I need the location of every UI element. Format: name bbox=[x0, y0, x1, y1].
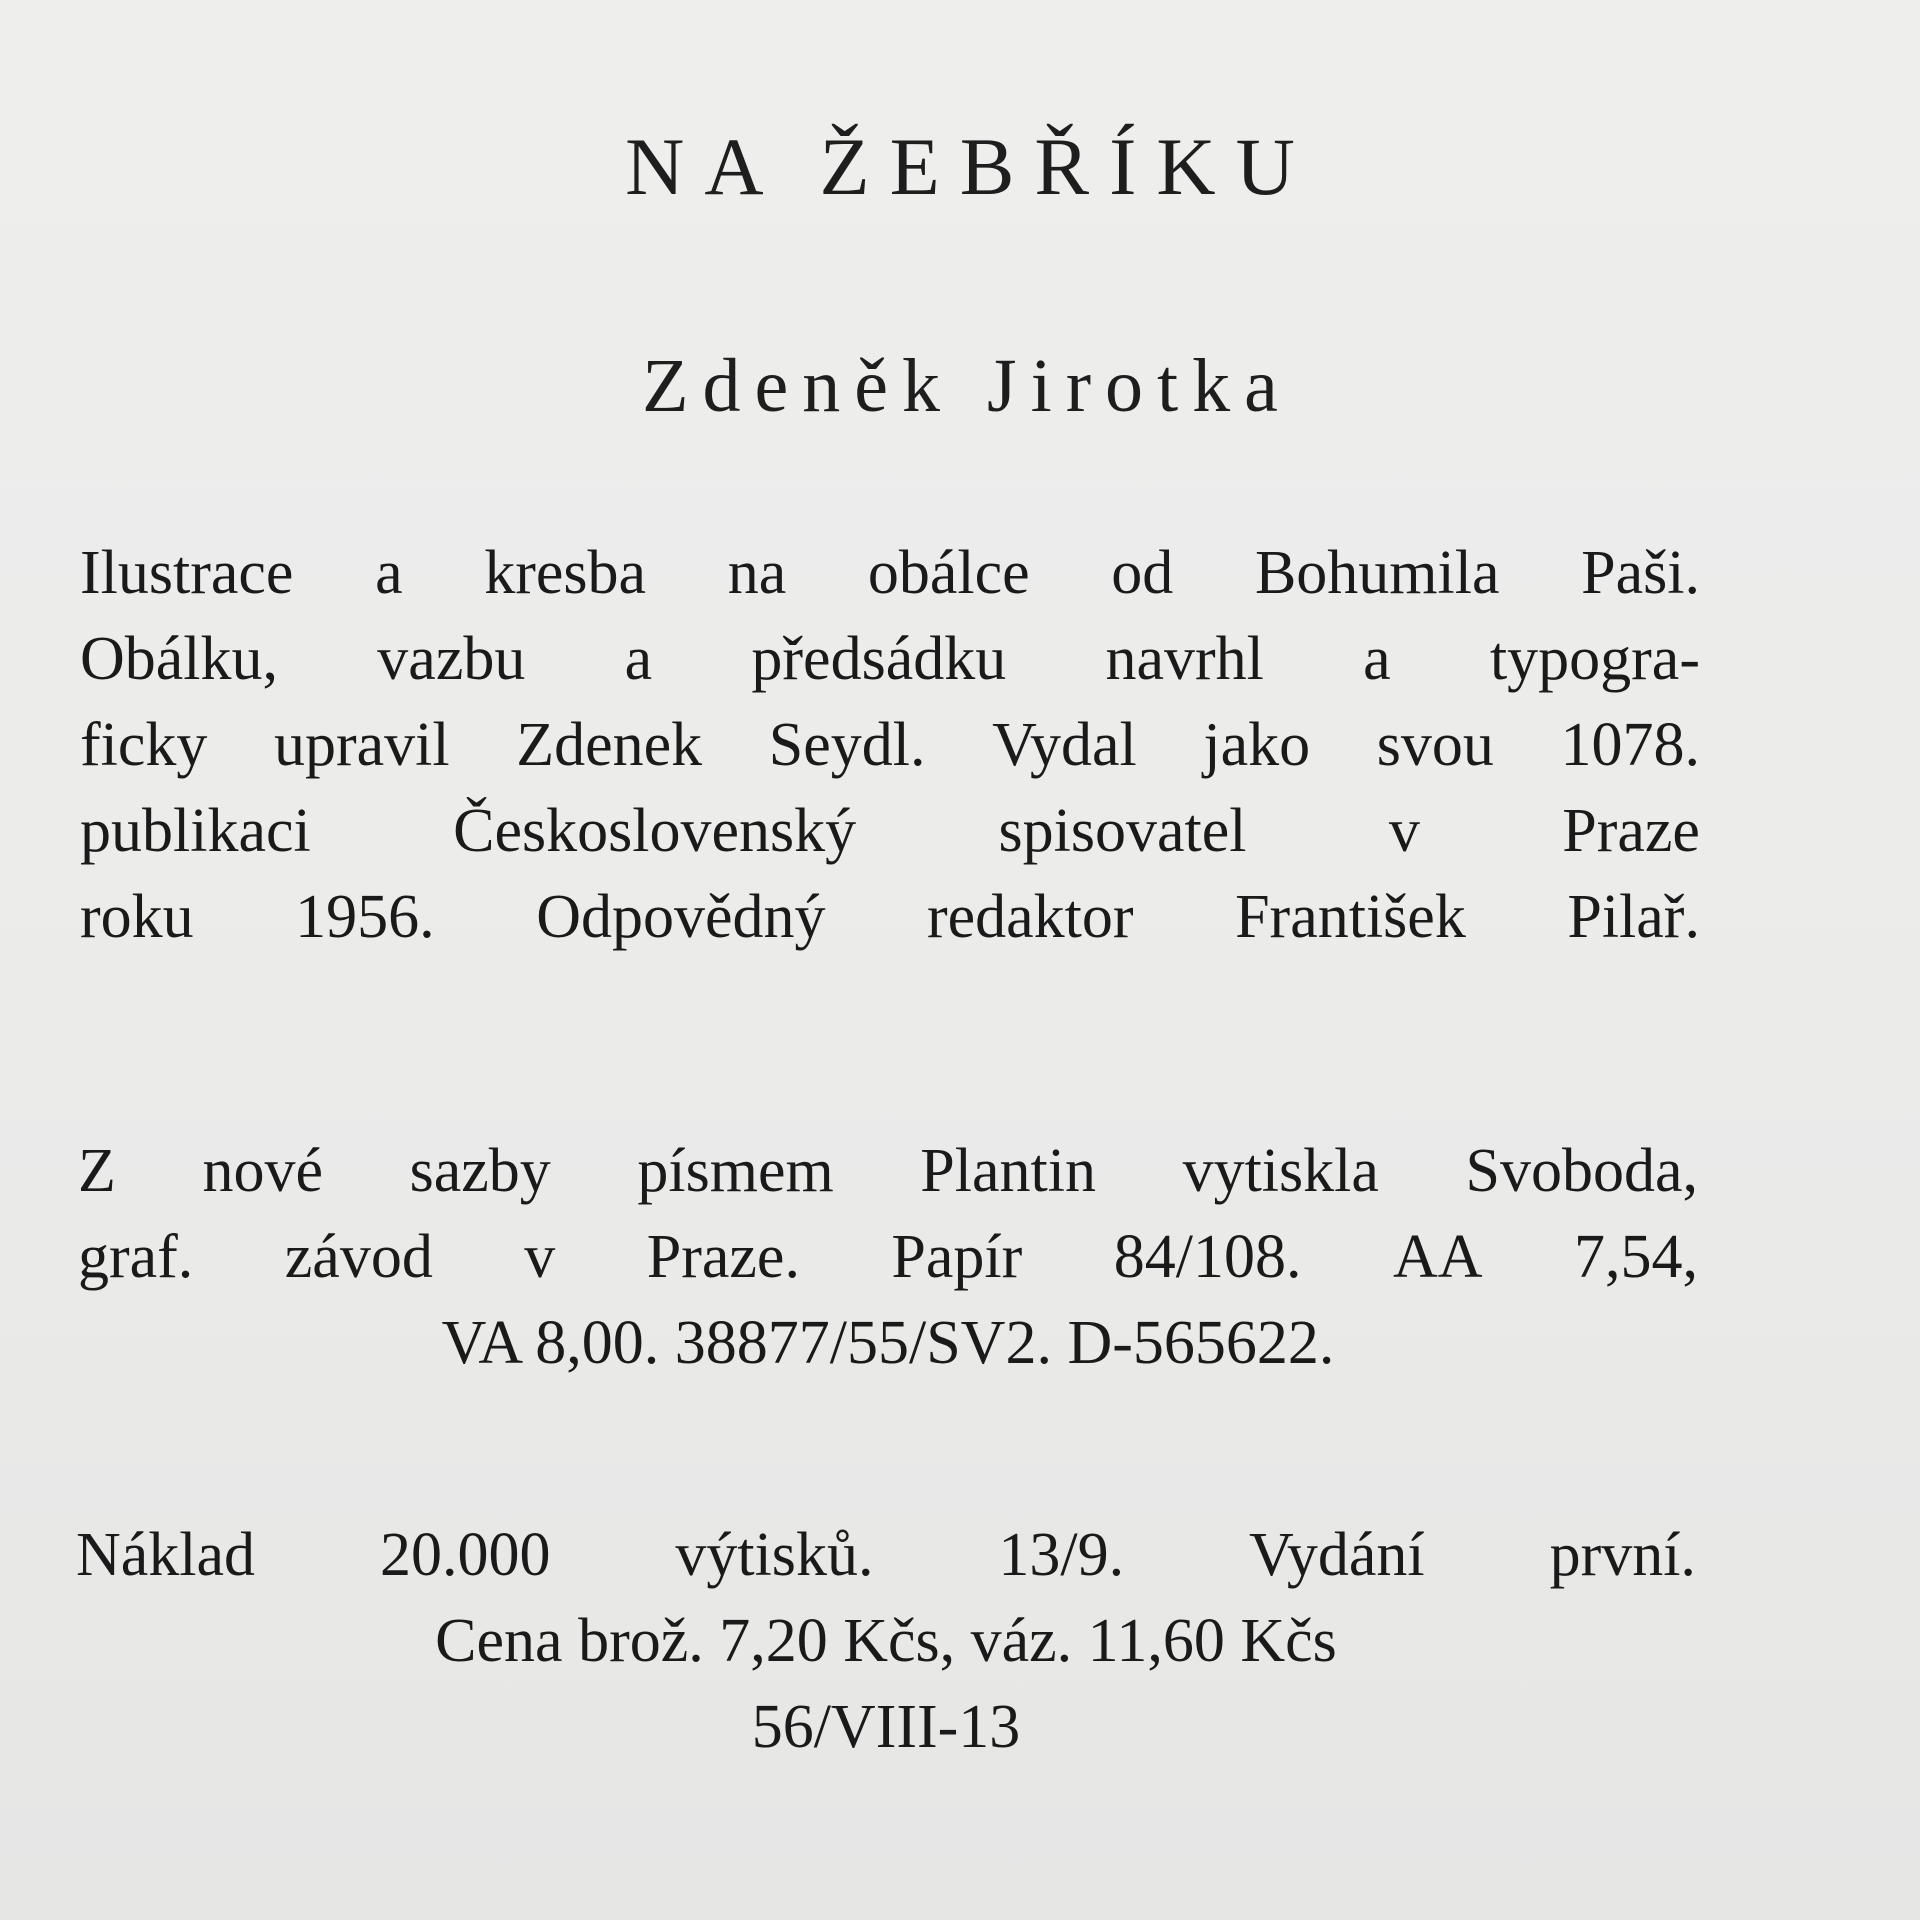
word: Z bbox=[78, 1137, 116, 1205]
word: Paši. bbox=[1581, 539, 1700, 607]
book-author: Zdeněk Jirotka bbox=[642, 344, 1292, 428]
word: Vydání bbox=[1249, 1521, 1425, 1589]
word: nové bbox=[202, 1137, 323, 1205]
word: publikaci bbox=[80, 797, 311, 865]
word: závod bbox=[284, 1223, 433, 1291]
printing-line bbox=[78, 1128, 1698, 1214]
word: předsádku bbox=[751, 625, 1007, 693]
credits-line bbox=[80, 616, 1700, 702]
word: Ilustrace bbox=[80, 539, 294, 607]
word: navrhl bbox=[1105, 625, 1264, 693]
word: Bohumila bbox=[1254, 539, 1500, 607]
word: a bbox=[375, 539, 403, 607]
word: Praze. bbox=[646, 1223, 800, 1291]
printing-line: VA 8,00. 38877/55/SV2. D-565622. bbox=[441, 1309, 1335, 1377]
word: 1078. bbox=[1560, 711, 1700, 779]
word: typogra- bbox=[1489, 625, 1700, 693]
word: 1956. bbox=[295, 883, 435, 951]
word: sazby bbox=[409, 1137, 551, 1205]
credits-line bbox=[80, 530, 1700, 616]
word: písmem bbox=[637, 1137, 834, 1205]
word: roku bbox=[80, 883, 194, 951]
word: upravil bbox=[274, 711, 450, 779]
word: Svoboda, bbox=[1465, 1137, 1698, 1205]
word: 20.000 bbox=[379, 1521, 551, 1589]
word: první. bbox=[1549, 1521, 1696, 1589]
word: Zdenek bbox=[516, 711, 703, 779]
word: 84/108. bbox=[1113, 1223, 1302, 1291]
word: Odpovědný bbox=[536, 883, 826, 951]
word: v bbox=[1388, 797, 1420, 865]
word: Papír bbox=[891, 1223, 1023, 1291]
book-title: NA ŽEBŘÍKU bbox=[625, 121, 1315, 212]
word: ficky bbox=[80, 711, 208, 779]
edition-line: 56/VIII-13 bbox=[751, 1693, 1021, 1761]
word: Plantin bbox=[920, 1137, 1096, 1205]
word: spisovatel bbox=[998, 797, 1247, 865]
credits-paragraph bbox=[80, 530, 1700, 960]
word: Pilař. bbox=[1567, 883, 1700, 951]
edition-line bbox=[76, 1512, 1696, 1598]
word: Náklad bbox=[76, 1521, 256, 1589]
credits-line bbox=[80, 788, 1700, 874]
word: od bbox=[1111, 539, 1174, 607]
word: výtisků. bbox=[675, 1521, 874, 1589]
word: Vydal bbox=[992, 711, 1137, 779]
word: graf. bbox=[78, 1223, 194, 1291]
printing-paragraph bbox=[78, 1128, 1698, 1386]
word: Seydl. bbox=[768, 711, 926, 779]
word: jako bbox=[1203, 711, 1311, 779]
word: 13/9. bbox=[998, 1521, 1125, 1589]
word: na bbox=[727, 539, 787, 607]
word: v bbox=[524, 1223, 556, 1291]
word: 7,54, bbox=[1574, 1223, 1698, 1291]
credits-line bbox=[80, 702, 1700, 788]
word: redaktor bbox=[927, 883, 1134, 951]
word: a bbox=[624, 625, 653, 693]
word: a bbox=[1363, 625, 1391, 693]
word: AA bbox=[1392, 1223, 1483, 1291]
word: vytiskla bbox=[1182, 1137, 1379, 1205]
word: obálce bbox=[867, 539, 1030, 607]
word: František bbox=[1235, 883, 1466, 951]
edition-paragraph bbox=[76, 1512, 1696, 1770]
word: Obálku, bbox=[80, 625, 279, 693]
edition-line: Cena brož. 7,20 Kčs, váz. 11,60 Kčs bbox=[435, 1607, 1337, 1675]
cropped-title-fragment bbox=[0, 0, 1920, 6]
word: Československý bbox=[453, 797, 857, 865]
word: kresba bbox=[484, 539, 647, 607]
word: Praze bbox=[1562, 797, 1700, 865]
credits-line bbox=[80, 874, 1700, 960]
word: vazbu bbox=[377, 625, 526, 693]
printing-line bbox=[78, 1214, 1698, 1300]
word: svou bbox=[1376, 711, 1494, 779]
